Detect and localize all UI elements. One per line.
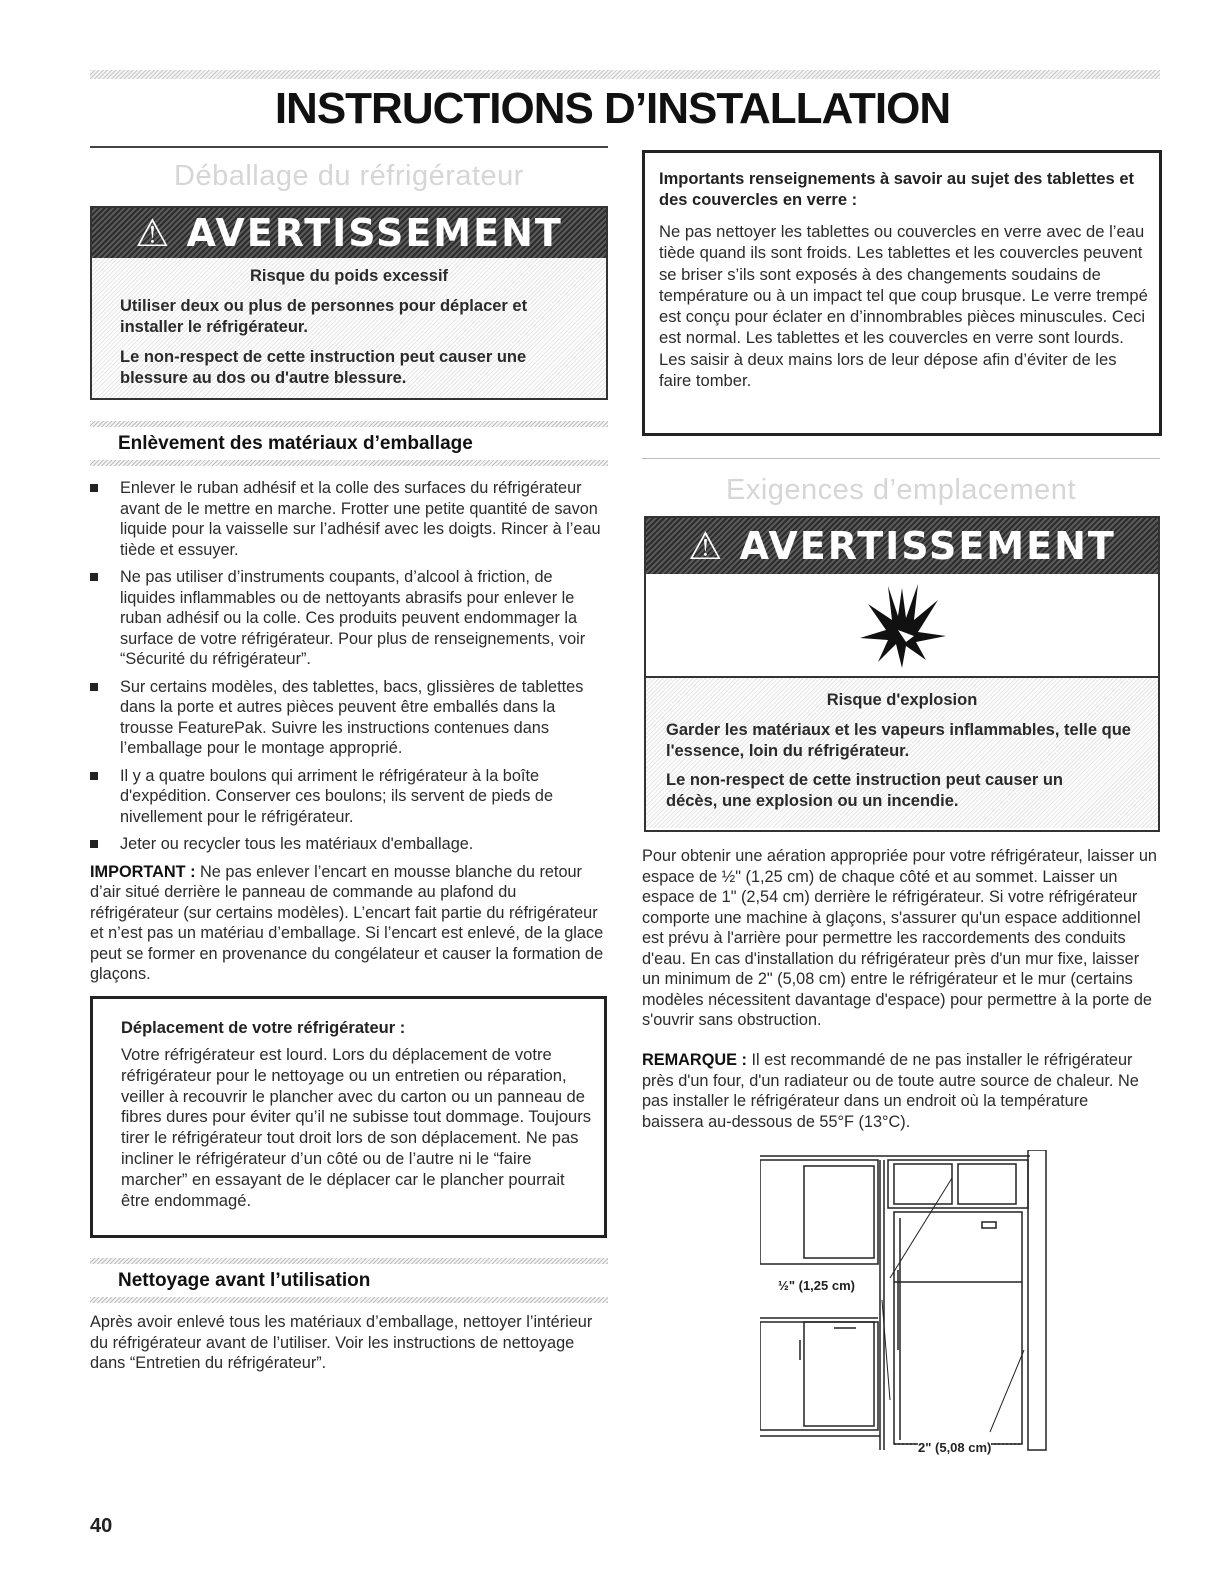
list-item: Jeter ou recycler tous les matériaux d'emballage. — [90, 834, 605, 855]
moving-info-box — [90, 996, 607, 1238]
ventilation-paragraph: Pour obtenir une aération appropriée pour votre réfrigérateur, laisser un espace de ½" (1,25 cm) de chaque côté et au sommet. Laisser un espace de 1" (2,54 cm) derrière le réfrigérateur. Si votre réfrigérateur comporte une machine à glaçons, s'assurer qu'un espace additionnel est prévu à l'arrière pour permettre les raccordements des conduits d'eau. En cas d'installation du réfrigérateur près d'un mur fixe, laisser un minimum de 2" (5,08 cm) entre le réfrigérateur et le mur (certains modèles nécessitent davantage d'espace) pour permettre à la porte de s'ouvrir sans obstruction. — [642, 847, 1157, 1029]
diagram-label-wall-gap: 2" (5,08 cm) — [918, 1440, 992, 1455]
important-label: IMPORTANT : — [90, 862, 196, 881]
glass-box-title: Importants renseignements à savoir au sujet des tablettes et des couvercles en verre : — [659, 170, 1134, 209]
diagram-label-side-gap: ½" (1,25 cm) — [778, 1278, 855, 1293]
warning-box-explosion — [644, 516, 1160, 832]
list-item: Ne pas utiliser d’instruments coupants, d’alcool à friction, de liquides inflammables ou de nettoyants abrasifs pour enlever le ruban adhésif ou la colle. Ces produits peuvent endommager la surface de votre réfrigérateur. Pour plus de renseignements, voir “Sécurité du réfrigérateur”. — [90, 567, 605, 670]
glass-box-text: Ne pas nettoyer les tablettes ou couvercles en verre avec de l’eau tiède quand ils sont froids. Les tablettes et les couvercles peuvent se briser s’ils sont exposés à des changements soudains de température ou à un impact tel que coup brusque. Le verre trempé est conçu pour éclater en d’innombrables pièces minuscules. Ceci est normal. Les tablettes et les couvercles en verre sont lourds. Les saisir à deux mains lors de leur dépose afin d’éviter de les faire tomber. — [659, 222, 1148, 391]
warning-pictogram-area — [646, 574, 1158, 678]
moving-box-title: Déplacement de votre réfrigérateur : — [121, 1019, 406, 1037]
divider — [90, 460, 608, 466]
subheading-removal: Enlèvement des matériaux d’emballage — [118, 433, 473, 454]
warning-triangle-icon: ⚠ — [688, 524, 725, 568]
warning-body-bg — [646, 678, 1158, 828]
left-title-rule — [90, 146, 608, 148]
remark-paragraph — [642, 1050, 1152, 1132]
divider — [90, 421, 608, 427]
warning-box-weight — [90, 206, 608, 400]
divider — [90, 1258, 608, 1264]
glass-info-box — [642, 150, 1162, 436]
moving-box-text: Votre réfrigérateur est lourd. Lors du déplacement de votre réfrigérateur pour le nettoyage ou un entretien ou réparation, veiller à recouvrir le plancher avec du carton ou un panneau de fibres dures pour éviter qu’il ne subisse tout dommage. Toujours tirer le réfrigérateur tout droit lors de son déplacement. Ne pas incliner le réfrigérateur d’un côté ou de l’autre ni le “faire marcher” en essayant de le déplacer car le plancher pourrait être endommagé. — [121, 1045, 592, 1210]
warning-header — [646, 518, 1158, 574]
divider — [642, 458, 1160, 459]
warning-line-2: Le non-respect de cette instruction peut causer une blessure au dos ou d'autre blessure. — [120, 348, 527, 387]
section-title-unpacking: Déballage du réfrigérateur — [174, 160, 524, 192]
remark-label: REMARQUE : — [642, 1051, 747, 1069]
important-paragraph — [90, 862, 605, 985]
warning-risk: Risque du poids excessif — [249, 267, 449, 285]
important-text: Ne pas enlever l’encart en mousse blanche du retour d’air situé derrière le panneau de commande au plafond du réfrigérateur (sur certains modèles). L’encart fait partie du réfrigérateur et n’est pas un matériau d’emballage. Si l’encart est enlevé, de la glace peut se former en provenance du congélateur et causer la formation de glaçons. — [90, 862, 604, 983]
warning-line-1: Garder les matériaux et les vapeurs inflammables, telle que l'essence, loin du réfrigérateur. — [666, 721, 1131, 760]
installation-diagram — [760, 1150, 1050, 1460]
section-title-location: Exigences d’emplacement — [725, 474, 1076, 506]
warning-risk: Risque d'explosion — [826, 691, 978, 709]
list-item: Enlever le ruban adhésif et la colle des surfaces du réfrigérateur avant de le mettre en marche. Frotter une petite quantité de savon liquide pour la vaisselle sur l’adhésif avec les doigts. Rincer à l’eau tiède et essuyer. — [90, 478, 605, 560]
top-rule — [90, 70, 1160, 79]
explosion-icon — [854, 580, 950, 670]
subheading-cleaning: Nettoyage avant l’utilisation — [118, 1270, 371, 1291]
page-title: INSTRUCTIONS D’INSTALLATION — [274, 84, 951, 133]
warning-line-2: Le non-respect de cette instruction peut causer un décès, une explosion ou un incendie. — [666, 771, 1063, 810]
cleaning-text: Après avoir enlevé tous les matériaux d’emballage, nettoyer l’intérieur du réfrigérateur avant de l’utiliser. Voir les instructions de nettoyage dans “Entretien du réfrigérateur”. — [90, 1313, 593, 1372]
page-number: 40 — [90, 1515, 113, 1537]
removal-list — [90, 478, 605, 855]
removal-list-container — [90, 478, 605, 985]
list-item: Sur certains modèles, des tablettes, bacs, glissières de tablettes dans la porte et autres pièces peuvent être emballés dans la trousse FeaturePak. Suivre les instructions contenues dans l’emballage pour le montage approprié. — [90, 677, 605, 759]
warning-triangle-icon: ⚠ — [135, 211, 172, 255]
remark-text: Il est recommandé de ne pas installer le réfrigérateur près d'un four, d'un radiateur ou de toute autre source de chaleur. Ne pas installer le réfrigérateur dans un endroit où la température baissera au-dessous de 55°F (13°C). — [642, 1051, 1139, 1131]
warning-header — [92, 208, 606, 258]
warning-heading: AVERTISSEMENT — [186, 211, 563, 255]
divider — [90, 1297, 608, 1303]
list-item: Il y a quatre boulons qui arriment le réfrigérateur à la boîte d'expédition. Conserver ces boulons; ils servent de pieds de nivellement pour le réfrigérateur. — [90, 766, 605, 828]
warning-heading: AVERTISSEMENT — [739, 524, 1116, 568]
warning-body-bg — [92, 258, 606, 398]
warning-line-1: Utiliser deux ou plus de personnes pour déplacer et installer le réfrigérateur. — [120, 297, 528, 336]
